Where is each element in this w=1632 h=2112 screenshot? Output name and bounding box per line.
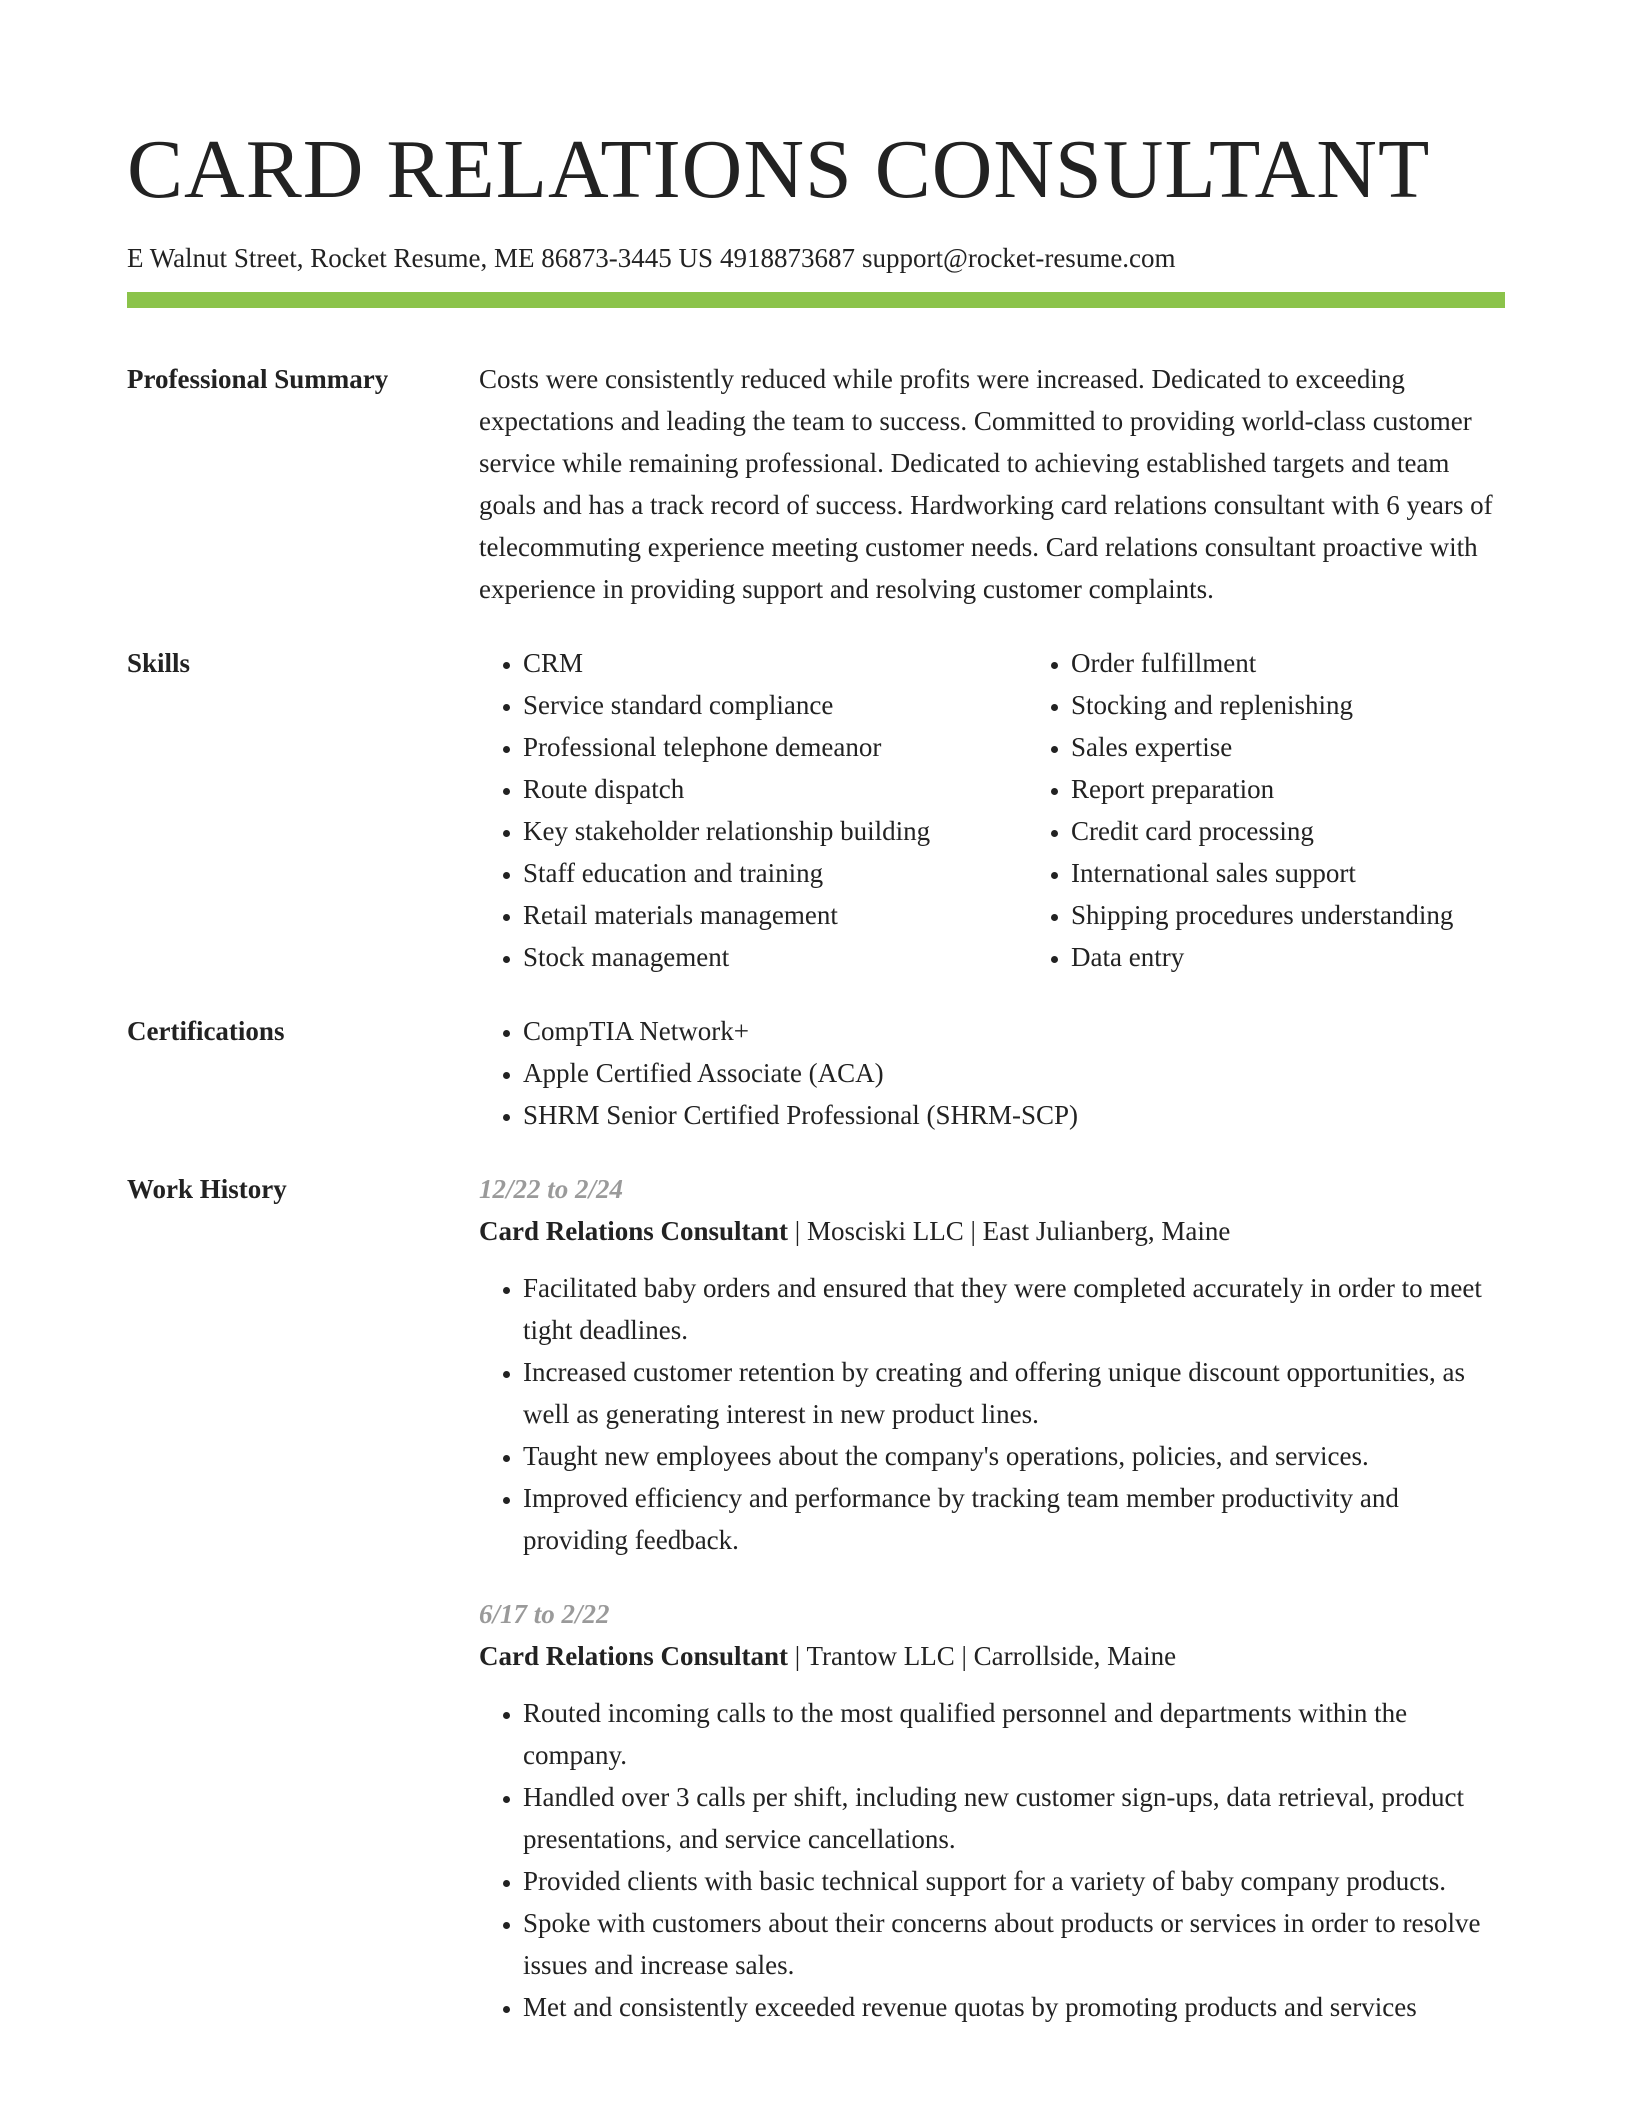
skill-item: • CRM (523, 642, 1027, 684)
job-bullet: • Spoke with customers about their concerns about products or services in order to resolve issues and increase sales. (523, 1902, 1505, 1986)
job-bullet: • Provided clients with basic technical support for a variety of baby company products. (523, 1860, 1505, 1902)
job-bullet: • Met and consistently exceeded revenue quotas by promoting products and services (523, 1986, 1505, 2028)
job-bullet: • Routed incoming calls to the most qualified personnel and departments within the company. (523, 1692, 1505, 1776)
skill-item: • Route dispatch (523, 768, 1027, 810)
skill-item: • Key stakeholder relationship building (523, 810, 1027, 852)
job-bullet: • Improved efficiency and performance by tracking team member productivity and providing feedback. (523, 1477, 1505, 1561)
skill-item: • Staff education and training (523, 852, 1027, 894)
contact-address: E Walnut Street, Rocket Resume, ME 86873-3445 US (127, 243, 714, 273)
resume-page (127, 0, 1505, 2028)
job-entry (479, 1593, 1505, 2028)
skills-list-right (1027, 642, 1505, 978)
contact-line (127, 240, 1505, 276)
job-bullet: • Increased customer retention by creating and offering unique discount opportunities, as well as generating interest in new product lines. (523, 1351, 1505, 1435)
skills-columns (479, 642, 1505, 978)
summary-label: Professional Summary (127, 364, 389, 394)
certifications-list (479, 1010, 1505, 1136)
job-bullet: • Facilitated baby orders and ensured that they were completed accurately in order to meet tight deadlines. (523, 1267, 1505, 1351)
skill-item: • Data entry (1071, 936, 1505, 978)
skill-item: • International sales support (1071, 852, 1505, 894)
summary-section (127, 358, 1505, 610)
job-bullet-list (479, 1692, 1505, 2028)
job-entry (479, 1168, 1505, 1561)
skill-item: • Retail materials management (523, 894, 1027, 936)
job-title: Card Relations Consultant (479, 1641, 789, 1671)
job-bullet-list (479, 1267, 1505, 1561)
job-dates: 12/22 to 2/24 (479, 1174, 624, 1204)
job-heading (479, 1210, 1505, 1252)
job-heading (479, 1635, 1505, 1677)
certifications-body (479, 1010, 1505, 1136)
work-history-body (479, 1168, 1505, 2028)
job-details: | Mosciski LLC | East Julianberg, Maine (788, 1216, 1231, 1246)
skill-item: • Stocking and replenishing (1071, 684, 1505, 726)
skill-item: • Shipping procedures understanding (1071, 894, 1505, 936)
job-details: | Trantow LLC | Carrollside, Maine (788, 1641, 1177, 1671)
skill-item: • Credit card processing (1071, 810, 1505, 852)
summary-text: Costs were consistently reduced while profits were increased. Dedicated to exceeding expectations and leading the team to success. Committed to providing world-class customer service while remaining professional. Dedicated to achieving established targets and team goals and has a track record of success. Hardworking card relations consultant with 6 years of telecommuting experience meeting customer needs. Card relations consultant proactive with experience in providing support and resolving customer complaints. (479, 364, 1493, 604)
certifications-label: Certifications (127, 1016, 285, 1046)
contact-phone: 4918873687 (720, 243, 856, 273)
skills-label: Skills (127, 648, 191, 678)
skill-item: • Report preparation (1071, 768, 1505, 810)
skills-section (127, 642, 1505, 978)
job-dates: 6/17 to 2/22 (479, 1599, 610, 1629)
skill-item: • Sales expertise (1071, 726, 1505, 768)
certification-item: • CompTIA Network+ (523, 1010, 1505, 1052)
resume-name-heading: CARD RELATIONS CONSULTANT (127, 123, 1431, 216)
contact-email: support@rocket-resume.com (862, 243, 1176, 273)
certification-item: • SHRM Senior Certified Professional (SHRM-SCP) (523, 1094, 1505, 1136)
header-accent-rule (127, 292, 1505, 308)
skill-item: • Professional telephone demeanor (523, 726, 1027, 768)
job-bullet: • Handled over 3 calls per shift, including new customer sign-ups, data retrieval, product presentations, and service cancellations. (523, 1776, 1505, 1860)
job-title: Card Relations Consultant (479, 1216, 789, 1246)
skill-item: • Service standard compliance (523, 684, 1027, 726)
work-history-section (127, 1168, 1505, 2028)
work-history-label: Work History (127, 1174, 287, 1204)
certification-item: • Apple Certified Associate (ACA) (523, 1052, 1505, 1094)
certifications-section (127, 1010, 1505, 1136)
skill-item: • Order fulfillment (1071, 642, 1505, 684)
skill-item: • Stock management (523, 936, 1027, 978)
skills-list-left (479, 642, 1027, 978)
job-bullet: • Taught new employees about the company's operations, policies, and services. (523, 1435, 1505, 1477)
